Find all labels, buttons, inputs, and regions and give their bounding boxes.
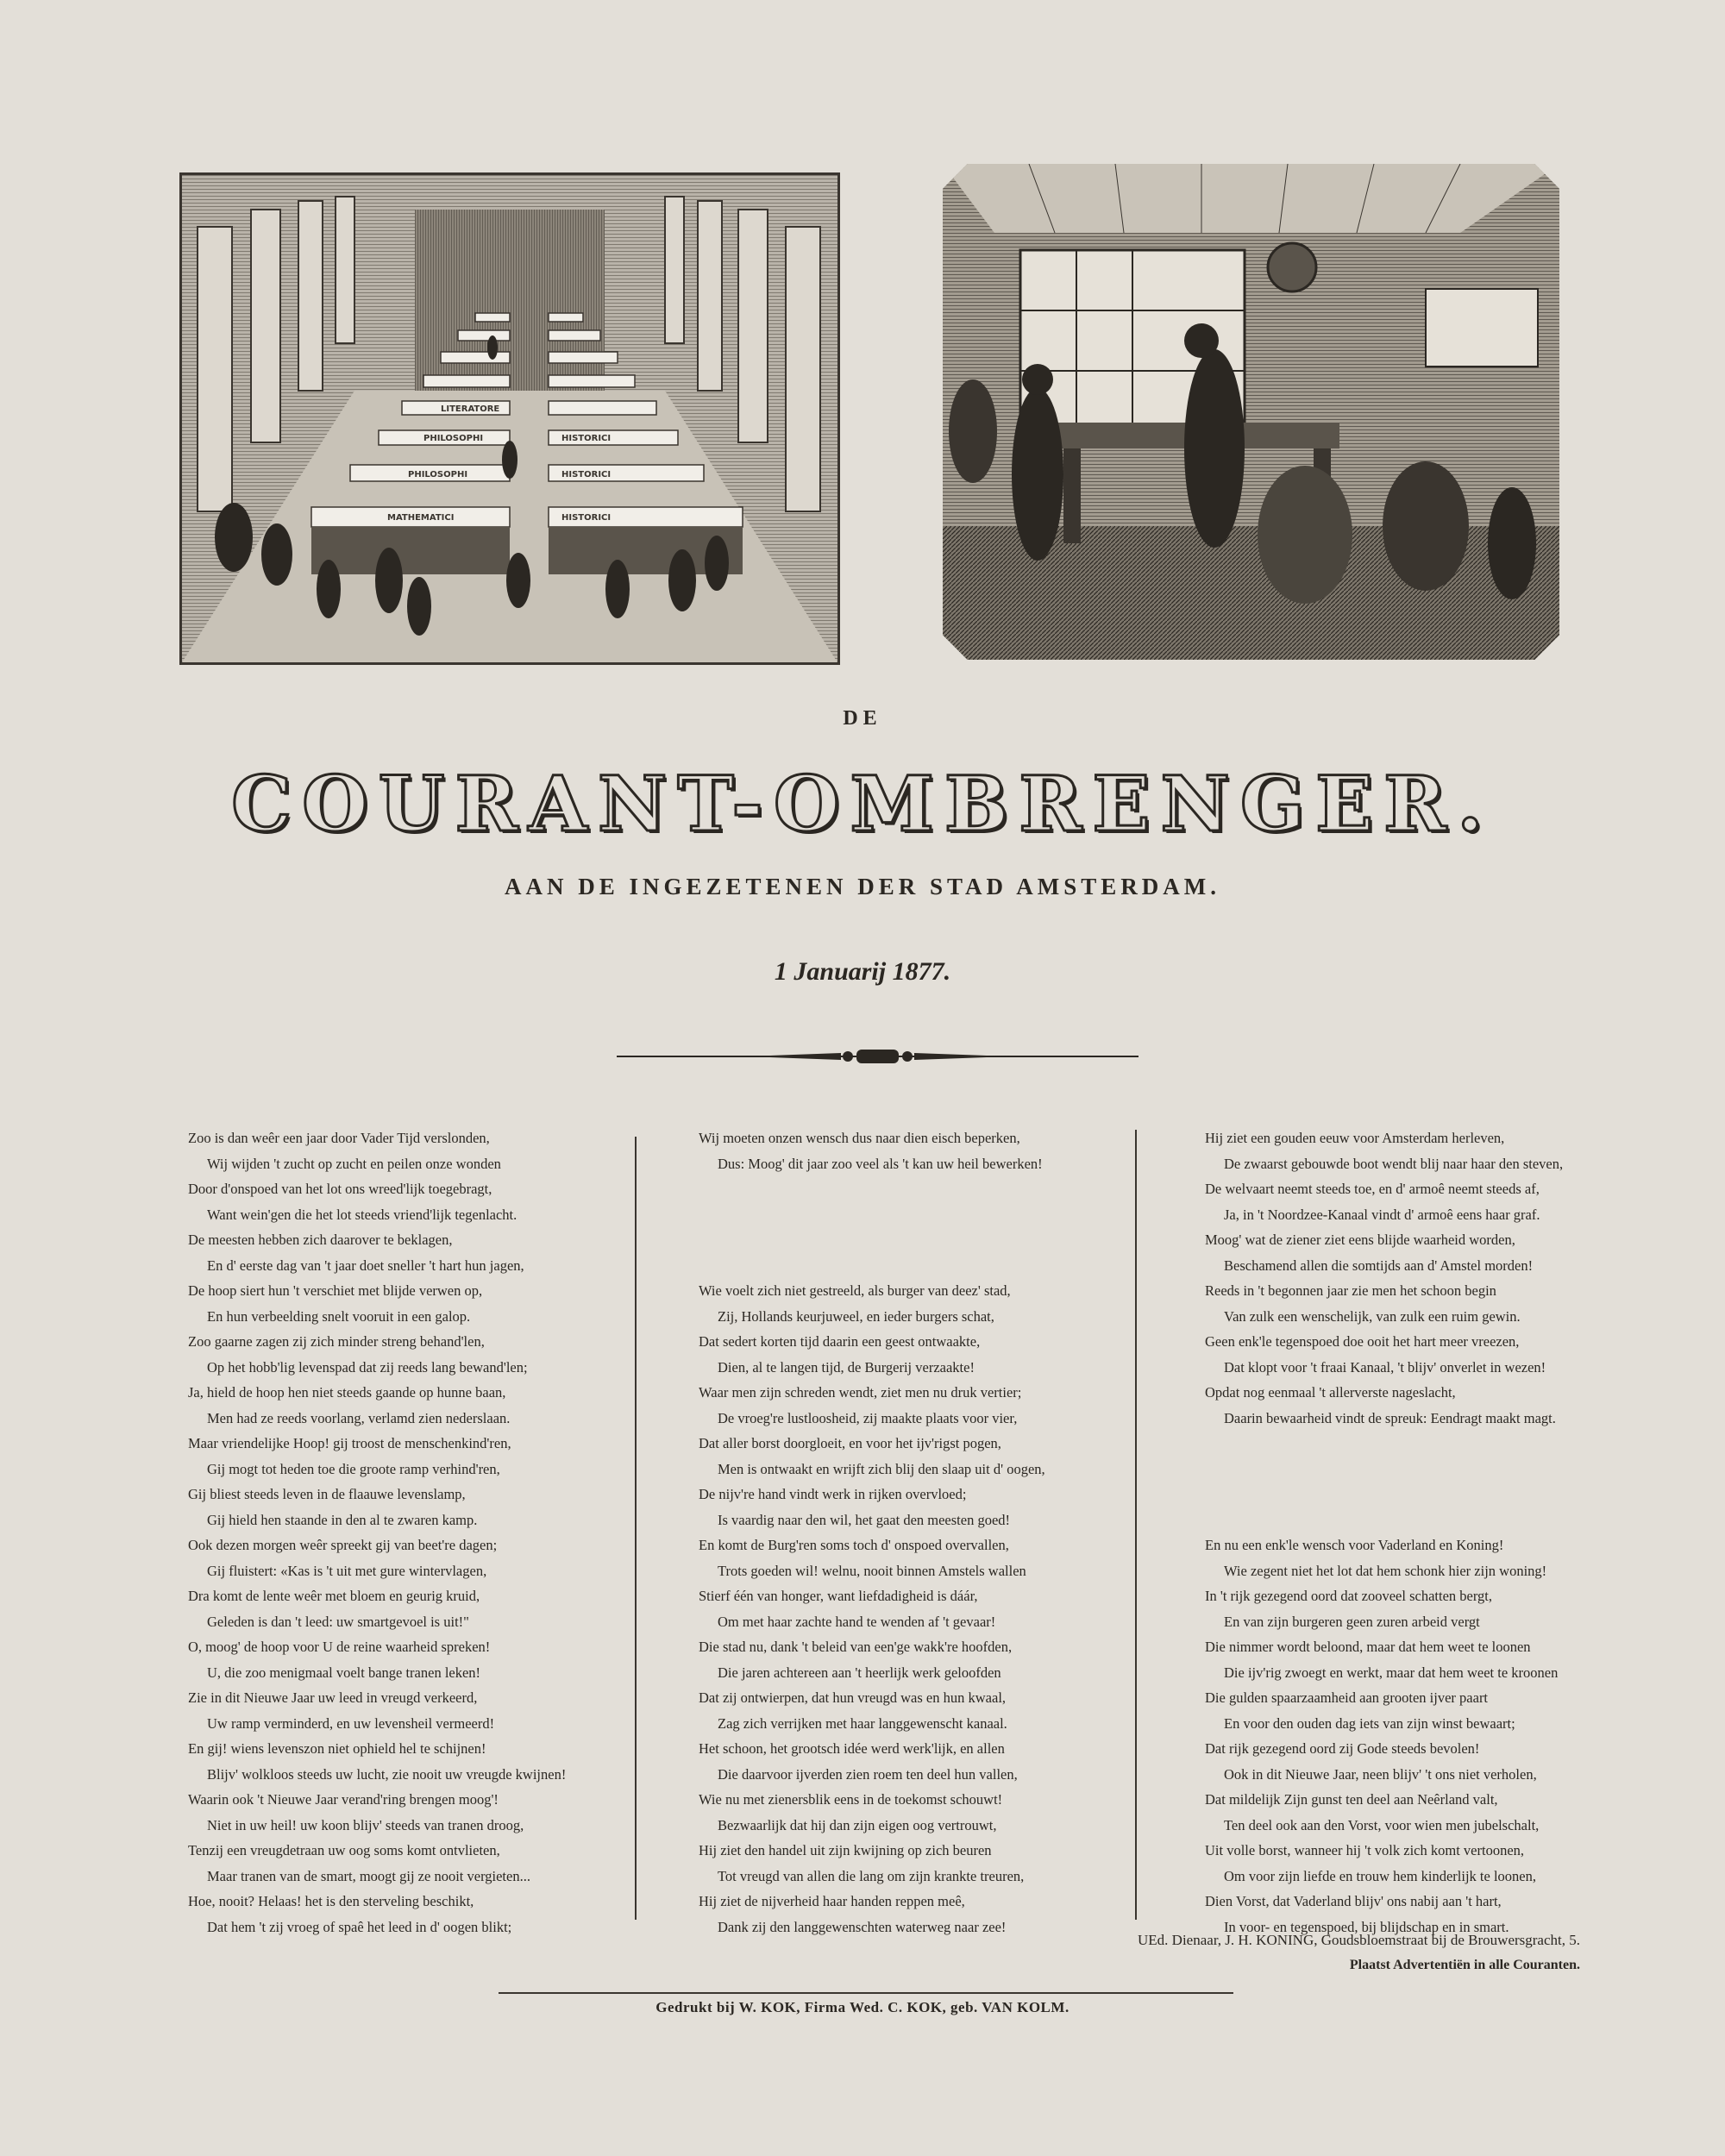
poem-line: Ja, in 't Noordzee-Kanaal vindt d' armoê eens haar graf. (1224, 1206, 1540, 1223)
poem-line: En nu een enk'le wensch voor Vaderland en Koning! (1205, 1537, 1504, 1553)
poem-line: Zie in dit Nieuwe Jaar uw leed in vreugd verkeerd, (188, 1689, 478, 1706)
poem-line: Dien Vorst, dat Vaderland blijv' ons nabij aan 't hart, (1205, 1893, 1502, 1909)
poem-line: Trots goeden wil! welnu, nooit binnen Amstels wallen (718, 1562, 1026, 1579)
poem-line: Blijv' wolkloos steeds uw lucht, zie nooit uw vreugde kwijnen! (207, 1765, 567, 1783)
poem-line: Uit volle borst, wanneer hij 't volk zich komt vertoonen, (1205, 1842, 1525, 1858)
poem-line: De nijv're hand vindt werk in rijken overvloed; (699, 1486, 967, 1502)
poem-line: Men had ze reeds voorlang, verlamd zien nederslaan. (207, 1409, 511, 1426)
poem-line: Zij, Hollands keurjuweel, en ieder burgers schat, (718, 1307, 994, 1325)
poem-column-2 (699, 1125, 1130, 1940)
poem-line: De vroeg're lustloosheid, zij maakte plaats voor vier, (718, 1409, 1018, 1426)
poem-line: U, die zoo menigmaal voelt bange tranen leken! (207, 1664, 481, 1681)
poem-line: In voor- en tegenspoed, bij blijdschap en in smart. (1224, 1918, 1509, 1935)
poem-line: Dat zij ontwierpen, dat hun vreugd was en hun kwaal, (699, 1689, 1007, 1706)
shelf-label-historici-3: HISTORICI (561, 434, 612, 443)
issue-date: 1 Januarij 1877. (774, 957, 951, 986)
poem-line: Waarin ook 't Nieuwe Jaar verand'ring brengen moog'! (188, 1791, 499, 1808)
poem-line: Beschamend allen die somtijds aan d' Amstel morden! (1224, 1257, 1534, 1274)
column-rule-2 (1135, 1130, 1137, 1920)
poem-line: Om met haar zachte hand te wenden af 't gevaar! (718, 1613, 996, 1630)
printer-line: Gedrukt bij W. KOK, Firma Wed. C. KOK, geb. VAN KOLM. (656, 1999, 1070, 2015)
poem-line: Zag zich verrijken met haar langgewenscht kanaal. (718, 1714, 1007, 1732)
poem-line: Dra komt de lente weêr met bloem en geurig kruid, (188, 1588, 480, 1604)
poem-line: De welvaart neemt steeds toe, en d' armoê neemt steeds af, (1205, 1181, 1540, 1197)
poem-line: Dat sedert korten tijd daarin een geest ontwaakte, (699, 1333, 981, 1350)
poem-line: Geleden is dan 't leed: uw smartgevoel is uit!" (207, 1613, 469, 1630)
poem-line: Daarin bewaarheid vindt de spreuk: Eendragt maakt magt. (1224, 1409, 1556, 1426)
poem-line: Geen enk'le tegenspoed doe ooit het hart meer vreezen, (1205, 1333, 1520, 1350)
footer-rule (499, 1992, 1233, 1994)
poem-line: Maar tranen van de smart, moogt gij ze nooit vergieten... (207, 1867, 530, 1884)
poem-line: Door d'onspoed van het lot ons wreed'lijk toegebragt, (188, 1181, 492, 1197)
poem-line: Wie zegent niet het lot dat hem schonk hier zijn woning! (1224, 1562, 1547, 1579)
poem-line: Die daarvoor ijverden zien roem ten deel hun vallen, (718, 1765, 1018, 1783)
poem-line (699, 1227, 1130, 1253)
poem-line: Zoo is dan weêr een jaar door Vader Tijd verslonden, (188, 1130, 490, 1146)
poem-line: De zwaarst gebouwde boot wendt blij naar haar den steven, (1224, 1155, 1564, 1172)
poem-line (1205, 1482, 1602, 1507)
poem-line: Maar vriendelijke Hoop! gij troost de menschenkind'ren, (188, 1435, 511, 1451)
poem-line: Op het hobb'lig levenspad dat zij reeds lang bewand'len; (207, 1358, 528, 1376)
poem-line: Ten deel ook aan den Vorst, voor wien men jubelschalt, (1224, 1816, 1540, 1833)
poem-line: Wij moeten onzen wensch dus naar dien eisch beperken, (699, 1130, 1020, 1146)
column-rule-1 (635, 1137, 637, 1920)
poem-line: Want wein'gen die het lot steeds vriend'lijk tegenlacht. (207, 1206, 518, 1223)
poem-line: En d' eerste dag van 't jaar doet sneller 't hart hun jagen, (207, 1257, 524, 1274)
poem-line: Hij ziet den handel uit zijn kwijning op zich beuren (699, 1842, 992, 1858)
title-de: DE (843, 707, 882, 730)
poem-line: Zoo gaarne zagen zij zich minder streng behand'len, (188, 1333, 485, 1350)
poem-line: Gij bliest steeds leven in de flaauwe levenslamp, (188, 1486, 466, 1502)
poem-line: Tenzij een vreugdetraan uw oog soms komt ontvlieten, (188, 1842, 500, 1858)
poem-line: Bezwaarlijk dat hij dan zijn eigen oog vertrouwt, (718, 1816, 997, 1833)
ornament-divider (617, 1044, 1138, 1069)
poem-line (1205, 1507, 1602, 1533)
poem-line: En komt de Burg'ren soms toch d' onspoed overvallen, (699, 1537, 1009, 1553)
poem-line: Reeds in 't begonnen jaar zie men het schoon begin (1205, 1282, 1496, 1299)
poem-line: En voor den ouden dag iets van zijn winst bewaart; (1224, 1714, 1515, 1732)
subtitle: AAN DE INGEZETENEN DER STAD AMSTERDAM. (504, 874, 1221, 899)
poem-line: Waar men zijn schreden wendt, ziet men nu druk vertier; (699, 1384, 1022, 1401)
poem-line: Uw ramp verminderd, en uw levensheil vermeerd! (207, 1714, 495, 1732)
poem-line: Het schoon, het grootsch idée werd werk'lijk, en allen (699, 1740, 1005, 1757)
poem-line: Gij hield hen staande in den al te zwaren kamp. (207, 1511, 478, 1528)
poem-line: Die ijv'rig zwoegt en werkt, maar dat hem weet te kroonen (1224, 1664, 1559, 1681)
poem-line: Men is ontwaakt en wrijft zich blij den slaap uit d' oogen, (718, 1460, 1045, 1477)
poem-line: De meesten hebben zich daarover te beklagen, (188, 1232, 453, 1248)
shelf-label-philosophi-2: PHILOSOPHI (423, 434, 484, 443)
shelf-label-historici-2: HISTORICI (561, 470, 612, 479)
poem-line: Wie voelt zich niet gestreeld, als burger van deez' stad, (699, 1282, 1011, 1299)
poem-line: Dat hem 't zij vroeg of spaê het leed in d' oogen blikt; (207, 1918, 512, 1935)
poem-column-1 (188, 1125, 619, 1940)
poem-line: Gij fluistert: «Kas is 't uit met gure wintervlagen, (207, 1562, 487, 1579)
shelf-label-philosophi-1: PHILOSOPHI (408, 470, 468, 479)
poem-line: Die jaren achtereen aan 't heerlijk werk geloofden (718, 1664, 1001, 1681)
poem-line: Dat mildelijk Zijn gunst ten deel aan Neêrland valt, (1205, 1791, 1498, 1808)
workshop-engraving (943, 164, 1559, 660)
poem-line: Dat rijk gezegend oord zij Gode steeds bevolen! (1205, 1740, 1480, 1757)
poem-line: Niet in uw heil! uw koon blijv' steeds van tranen droog, (207, 1816, 524, 1833)
poem-line (699, 1176, 1130, 1202)
poem-line: Die gulden spaarzaamheid aan grooten ijver paart (1205, 1689, 1489, 1706)
poem-line: Wie nu met zienersblik eens in de toekomst schouwt! (699, 1791, 1003, 1808)
poem-line: Ook in dit Nieuwe Jaar, neen blijv' 't ons niet verholen, (1224, 1765, 1537, 1783)
shelf-label-historici-1: HISTORICI (561, 513, 612, 523)
poem-line (699, 1202, 1130, 1228)
poem-line: Dien, al te langen tijd, de Burgerij verzaakte! (718, 1358, 975, 1376)
poem-line: Die nimmer wordt beloond, maar dat hem weet te loonen (1205, 1639, 1531, 1655)
poem-line: Moog' wat de ziener ziet eens blijde waarheid worden, (1205, 1232, 1515, 1248)
library-engraving (179, 172, 840, 665)
poem-line: Die stad nu, dank 't beleid van een'ge wakk're hoofden, (699, 1639, 1013, 1655)
poem-line: Hoe, nooit? Helaas! het is den sterveling beschikt, (188, 1893, 474, 1909)
poem-line (1205, 1431, 1602, 1457)
poem-line (699, 1253, 1130, 1279)
poem-line: Hij ziet een gouden eeuw voor Amsterdam herleven, (1205, 1130, 1505, 1146)
signature-line: UEd. Dienaar, J. H. KONING, Goudsbloemstraat bij de Brouwersgracht, 5. (1138, 1932, 1580, 1948)
poem-line: Dat aller borst doorgloeit, en voor het ijv'rigst pogen, (699, 1435, 1001, 1451)
page-title: COURANT-OMBRENGER. (231, 759, 1494, 849)
poem-line: Stierf één van honger, want liefdadigheid is dáár, (699, 1588, 978, 1604)
poem-line: Hij ziet de nijverheid haar handen reppen meê, (699, 1893, 965, 1909)
poem-line: Opdat nog eenmaal 't allerverste nageslacht, (1205, 1384, 1456, 1401)
shelf-label-mathematici: MATHEMATICI (387, 513, 455, 523)
poem-line: Van zulk een wenschelijk, van zulk een ruim gewin. (1224, 1307, 1521, 1325)
poem-line: Ja, hield de hoop hen niet steeds gaande op hunne baan, (188, 1384, 506, 1401)
shelf-label-literatore: LITERATORE (441, 404, 500, 414)
poem-line: Gij mogt tot heden toe die groote ramp verhind'ren, (207, 1460, 500, 1477)
poem-column-3 (1205, 1125, 1602, 1940)
poem-line: Is vaardig naar den wil, het gaat den meesten goed! (718, 1511, 1011, 1528)
poem-line: En van zijn burgeren geen zuren arbeid vergt (1224, 1613, 1480, 1630)
poem-line (1205, 1457, 1602, 1482)
poem-line: Wij wijden 't zucht op zucht en peilen onze wonden (207, 1155, 501, 1172)
poem-line: Ook dezen morgen weêr spreekt gij van beet're dagen; (188, 1537, 498, 1553)
poem-line: O, moog' de hoop voor U de reine waarheid spreken! (188, 1639, 491, 1655)
poem-line: Dat klopt voor 't fraai Kanaal, 't blijv' onverlet in wezen! (1224, 1358, 1546, 1376)
poem-line: En hun verbeelding snelt vooruit in een galop. (207, 1307, 471, 1325)
poem-line: En gij! wiens levenszon niet ophield hel te schijnen! (188, 1740, 486, 1757)
poem-line: Dus: Moog' dit jaar zoo veel als 't kan uw heil bewerken! (718, 1155, 1043, 1172)
advertisement-line: Plaatst Advertentiën in alle Couranten. (1349, 1958, 1580, 1972)
poem-line: Om voor zijn liefde en trouw hem kinderlijk te loonen, (1224, 1867, 1536, 1884)
poem-line: Tot vreugd van allen die lang om zijn krankte treuren, (718, 1867, 1025, 1884)
poem-line: De hoop siert hun 't verschiet met blijde verwen op, (188, 1282, 483, 1299)
poem-line: Dank zij den langgewenschten waterweg naar zee! (718, 1918, 1007, 1935)
poem-line: In 't rijk gezegend oord dat zooveel schatten bergt, (1205, 1588, 1493, 1604)
